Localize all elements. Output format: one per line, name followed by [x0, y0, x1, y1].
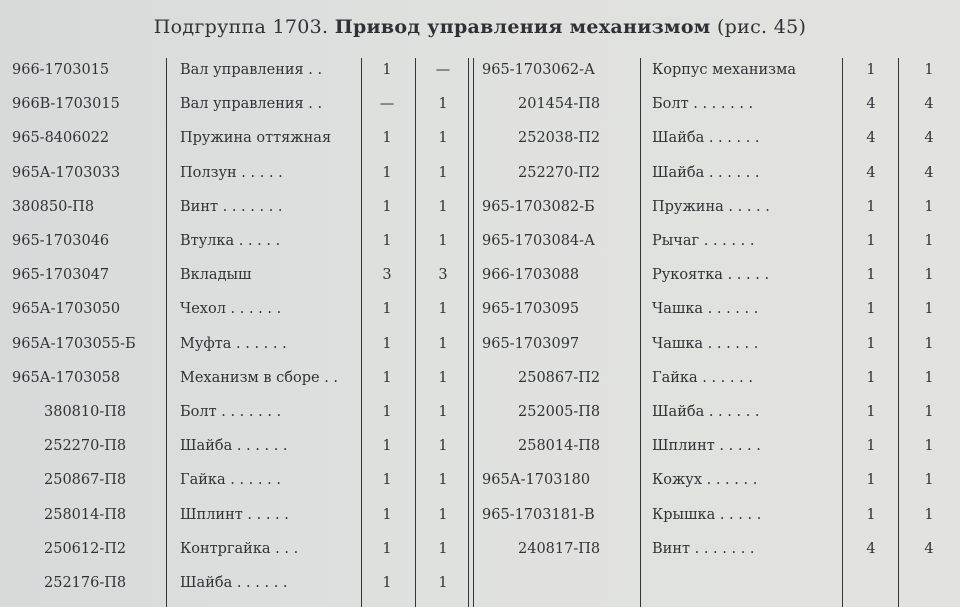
table-row — [0, 571, 960, 605]
quantity-2: 1 — [924, 335, 934, 352]
quantity-1: 1 — [866, 198, 876, 215]
quantity-1: 1 — [866, 335, 876, 352]
part-name: Втулка . . . . . — [180, 233, 281, 249]
part-number: 258014-П8 — [518, 438, 601, 455]
quantity-2: 1 — [924, 198, 934, 215]
part-number: 252005-П8 — [518, 404, 601, 420]
quantity-2: — — [435, 62, 451, 78]
table-row — [0, 161, 960, 195]
quantity-2: 1 — [438, 438, 448, 455]
quantity-2: 1 — [438, 233, 448, 249]
quantity-1: 1 — [382, 575, 392, 591]
part-number: 252270-П8 — [44, 438, 127, 455]
quantity-2: 4 — [924, 130, 934, 147]
table-row — [0, 332, 960, 366]
part-name: Пружина . . . . . — [652, 198, 770, 215]
table-row — [0, 92, 960, 126]
title-bold: Привод управления механизмом — [334, 16, 711, 38]
part-number: 258014-П8 — [44, 506, 127, 523]
quantity-1: 1 — [382, 540, 392, 557]
quantity-1: 1 — [866, 438, 876, 455]
quantity-2: 1 — [438, 506, 448, 523]
quantity-2: 1 — [438, 301, 448, 318]
quantity-2: 1 — [924, 62, 934, 78]
part-number: 380850-П8 — [12, 198, 95, 215]
part-name: Винт . . . . . . . — [180, 198, 283, 215]
quantity-2: 1 — [438, 404, 448, 420]
quantity-1: — — [379, 96, 395, 113]
quantity-2: 1 — [438, 472, 448, 489]
part-name: Шайба . . . . . . — [652, 164, 760, 181]
quantity-1: 1 — [866, 472, 876, 489]
quantity-2: 1 — [924, 369, 934, 386]
part-name: Механизм в сборе . . — [180, 369, 339, 386]
table-row — [0, 58, 960, 92]
part-name: Корпус механизма — [652, 62, 797, 78]
quantity-2: 1 — [438, 164, 448, 181]
quantity-1: 1 — [382, 335, 392, 352]
part-number: 250612-П2 — [44, 540, 127, 557]
part-name: Чехол . . . . . . — [180, 301, 282, 318]
quantity-2: 3 — [438, 267, 448, 284]
quantity-2: 1 — [924, 267, 934, 284]
quantity-1: 1 — [382, 164, 392, 181]
part-number: 965-1703047 — [12, 267, 110, 284]
part-name: Гайка . . . . . . — [652, 369, 753, 386]
page-title — [0, 16, 960, 38]
quantity-2: 4 — [924, 540, 934, 557]
table-row — [0, 400, 960, 434]
part-number: 240817-П8 — [518, 540, 601, 557]
quantity-1: 1 — [866, 233, 876, 249]
part-number: 965-8406022 — [12, 130, 110, 147]
table-row — [0, 503, 960, 537]
quantity-1: 1 — [382, 404, 392, 420]
part-name: Пружина оттяжная — [180, 130, 332, 147]
part-number: 965-1703046 — [12, 233, 110, 249]
part-name: Крышка . . . . . — [652, 506, 762, 523]
part-name: Шплинт . . . . . — [180, 506, 289, 523]
part-name: Шайба . . . . . . — [652, 130, 760, 147]
part-number: 965А-1703055-Б — [12, 335, 136, 352]
table-row — [0, 434, 960, 468]
part-number: 966В-1703015 — [12, 96, 120, 113]
table-row — [0, 126, 960, 160]
part-number: 966-1703088 — [482, 267, 580, 284]
table-row — [0, 468, 960, 502]
quantity-1: 4 — [866, 540, 876, 557]
quantity-1: 1 — [866, 267, 876, 284]
quantity-1: 1 — [382, 130, 392, 147]
table-row — [0, 229, 960, 263]
part-number: 966-1703015 — [12, 62, 110, 78]
part-name: Рукоятка . . . . . — [652, 267, 770, 284]
table-row — [0, 366, 960, 400]
quantity-1: 1 — [382, 198, 392, 215]
part-name: Муфта . . . . . . — [180, 335, 287, 352]
part-name: Шплинт . . . . . — [652, 438, 761, 455]
part-number: 965-1703082-Б — [482, 198, 595, 215]
part-name: Шайба . . . . . . — [180, 575, 288, 591]
part-name: Вал управления . . — [180, 96, 323, 113]
title-suffix: (рис. 45) — [716, 16, 807, 38]
table-row — [0, 263, 960, 297]
part-name: Чашка . . . . . . — [652, 301, 759, 318]
quantity-2: 1 — [924, 404, 934, 420]
part-name: Вкладыш — [180, 267, 252, 284]
part-number: 965-1703062-А — [482, 62, 596, 78]
quantity-1: 1 — [866, 301, 876, 318]
quantity-2: 4 — [924, 96, 934, 113]
quantity-1: 1 — [382, 506, 392, 523]
part-number: 965-1703097 — [482, 335, 580, 352]
quantity-2: 1 — [438, 575, 448, 591]
part-name: Болт . . . . . . . — [652, 96, 754, 113]
quantity-1: 4 — [866, 164, 876, 181]
part-number: 201454-П8 — [518, 96, 601, 113]
quantity-1: 4 — [866, 130, 876, 147]
quantity-2: 1 — [438, 540, 448, 557]
quantity-2: 1 — [924, 438, 934, 455]
quantity-2: 1 — [438, 198, 448, 215]
part-name: Шайба . . . . . . — [652, 404, 760, 420]
part-name: Рычаг . . . . . . — [652, 233, 755, 249]
quantity-1: 1 — [866, 369, 876, 386]
quantity-1: 1 — [382, 438, 392, 455]
part-number: 965А-1703180 — [482, 472, 591, 489]
part-name: Болт . . . . . . . — [180, 404, 282, 420]
part-number: 380810-П8 — [44, 404, 127, 420]
quantity-2: 4 — [924, 164, 934, 181]
quantity-1: 1 — [382, 62, 392, 78]
quantity-1: 1 — [866, 62, 876, 78]
quantity-1: 1 — [382, 472, 392, 489]
part-number: 965А-1703033 — [12, 164, 121, 181]
part-name: Ползун . . . . . — [180, 164, 283, 181]
table-row — [0, 195, 960, 229]
quantity-1: 1 — [866, 404, 876, 420]
part-name: Вал управления . . — [180, 62, 323, 78]
quantity-1: 1 — [382, 369, 392, 386]
quantity-1: 1 — [382, 233, 392, 249]
quantity-2: 1 — [924, 506, 934, 523]
part-name: Кожух . . . . . . — [652, 472, 758, 489]
quantity-2: 1 — [438, 96, 448, 113]
quantity-1: 4 — [866, 96, 876, 113]
table-row — [0, 537, 960, 571]
table-row — [0, 297, 960, 331]
part-number: 965А-1703058 — [12, 369, 121, 386]
part-number: 252176-П8 — [44, 575, 127, 591]
part-number: 965-1703084-А — [482, 233, 596, 249]
quantity-1: 1 — [866, 506, 876, 523]
part-number: 250867-П2 — [518, 369, 601, 386]
quantity-2: 1 — [438, 335, 448, 352]
quantity-2: 1 — [924, 472, 934, 489]
quantity-2: 1 — [924, 301, 934, 318]
part-number: 252038-П2 — [518, 130, 601, 147]
part-number: 250867-П8 — [44, 472, 127, 489]
part-name: Контргайка . . . — [180, 540, 299, 557]
part-name: Шайба . . . . . . — [180, 438, 288, 455]
part-name: Винт . . . . . . . — [652, 540, 755, 557]
part-number: 965-1703095 — [482, 301, 580, 318]
part-number: 965-1703181-В — [482, 506, 595, 523]
quantity-2: 1 — [924, 233, 934, 249]
quantity-2: 1 — [438, 130, 448, 147]
part-name: Гайка . . . . . . — [180, 472, 281, 489]
title-prefix: Подгруппа 1703. — [153, 16, 329, 38]
part-number: 965А-1703050 — [12, 301, 121, 318]
quantity-2: 1 — [438, 369, 448, 386]
quantity-1: 1 — [382, 301, 392, 318]
part-name: Чашка . . . . . . — [652, 335, 759, 352]
quantity-1: 3 — [382, 267, 392, 284]
part-number: 252270-П2 — [518, 164, 601, 181]
